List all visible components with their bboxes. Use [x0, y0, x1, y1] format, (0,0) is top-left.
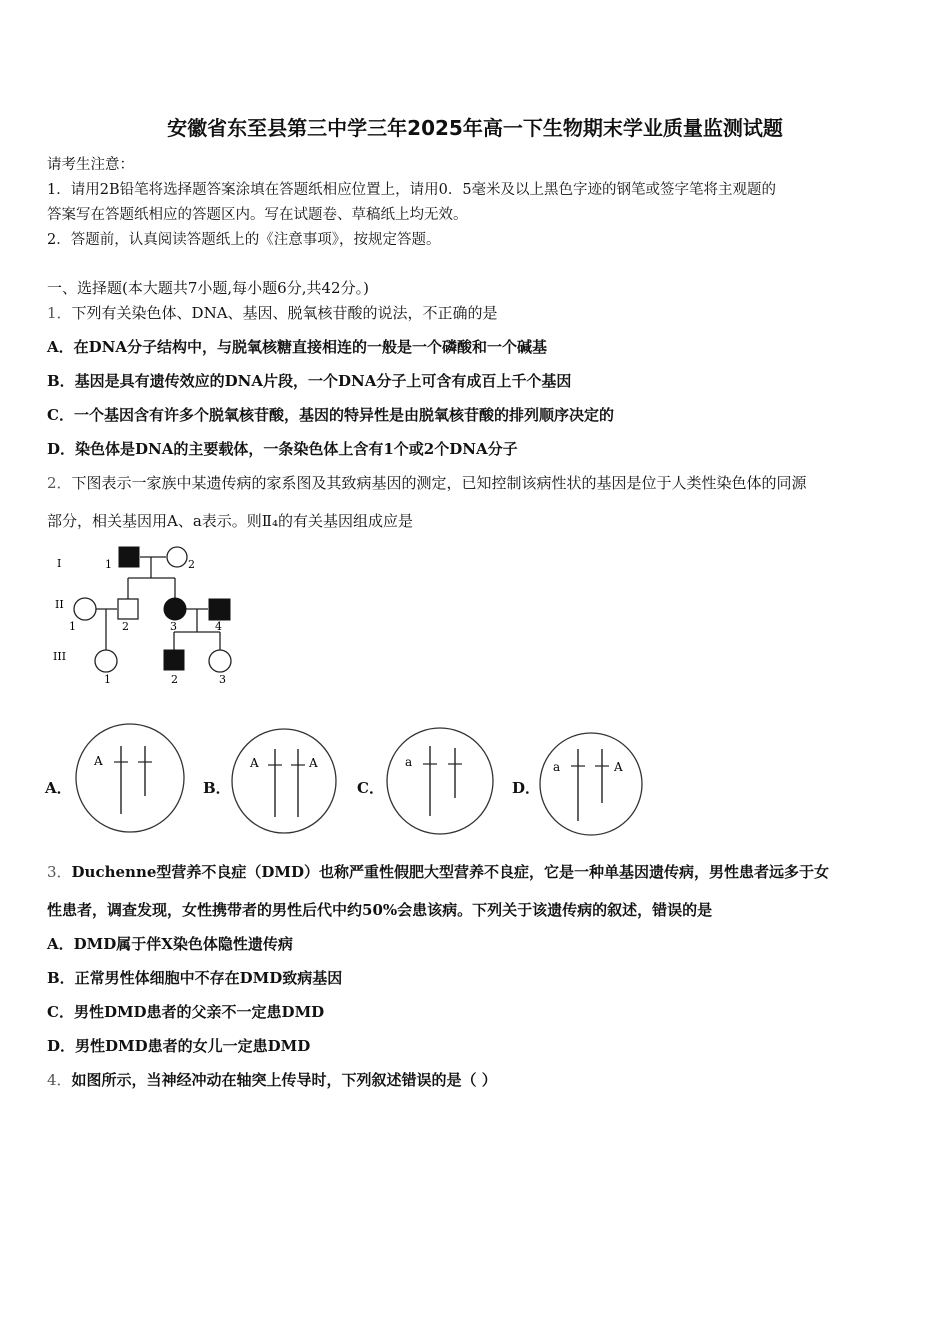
question-number: 1．	[47, 304, 72, 322]
q2-option-d-label: D．	[512, 779, 541, 797]
q3-option-b: B．正常男性体细胞中不存在DMD致病基因	[47, 969, 343, 987]
q2-option-b-label: B．	[203, 779, 231, 797]
q1-option-d: D．染色体是DNA的主要载体，一条染色体上含有1个或2个DNA分子	[47, 440, 518, 458]
question-4	[47, 1069, 497, 1090]
question-number: 2．	[47, 474, 72, 492]
q2-option-d-chromosomes	[538, 731, 644, 837]
label-I2: 2	[188, 558, 195, 571]
q1-option-c: C．一个基因含有许多个脱氧核苷酸，基因的特异性是由脱氧核苷酸的排列顺序决定的	[47, 406, 614, 424]
female-III1	[95, 650, 117, 672]
notice-item-1-line-2: 答案写在答题纸相应的答题区内。写在试题卷、草稿纸上均无效。	[47, 207, 468, 223]
notice-heading: 请考生注意：	[47, 157, 134, 173]
section-heading: 一、选择题(本大题共7小题,每小题6分,共42分。)	[47, 279, 369, 297]
generation-label-II: II	[55, 598, 64, 611]
allele-right: A	[309, 756, 318, 770]
label-II2: 2	[122, 620, 129, 633]
question-number: 4．	[47, 1071, 72, 1089]
q2-option-b-chromosomes	[230, 727, 338, 835]
q2-option-a-chromosomes	[74, 722, 186, 834]
question-stem: 如图所示，当神经冲动在轴突上传导时，下列叙述错误的是（ ）	[71, 1071, 497, 1089]
question-2-line-1	[47, 472, 807, 493]
affected-male-II4	[209, 599, 230, 620]
affected-male-I1	[119, 547, 139, 567]
q3-option-a: A．DMD属于伴X染色体隐性遗传病	[47, 935, 293, 953]
label-III1: 1	[104, 673, 111, 686]
question-stem: 下列有关染色体、DNA、基因、脱氧核苷酸的说法，不正确的是	[71, 304, 498, 322]
q1-option-b: B．基因是具有遗传效应的DNA片段，一个DNA分子上可含有成百上千个基因	[47, 372, 572, 390]
affected-female-II3	[164, 598, 186, 620]
question-1	[47, 302, 498, 323]
female-III3	[209, 650, 231, 672]
allele-left: a	[405, 755, 413, 769]
female-II1	[74, 598, 96, 620]
pedigree-diagram	[47, 540, 247, 690]
female-I2	[167, 547, 187, 567]
label-III2: 2	[171, 673, 178, 686]
label-II4: 4	[215, 620, 222, 633]
q1-option-a: A．在DNA分子结构中，与脱氧核糖直接相连的一般是一个磷酸和一个碱基	[47, 338, 547, 356]
generation-label-I: I	[57, 557, 62, 570]
q3-option-c: C．男性DMD患者的父亲不一定患DMD	[47, 1003, 325, 1021]
allele-left: a	[553, 760, 561, 774]
label-II1: 1	[69, 620, 76, 633]
notice-item-1-line-1: 1．请用2B铅笔将选择题答案涂填在答题纸相应位置上，请用0．5毫米及以上黑色字迹的钢笔或签字笔将主观题的	[47, 182, 777, 198]
affected-male-III2	[164, 650, 184, 670]
allele-left: A	[94, 754, 103, 768]
question-number: 3．	[47, 863, 72, 881]
generation-label-III: III	[53, 650, 67, 663]
q2-option-c-label: C．	[357, 779, 384, 797]
page-title: 安徽省东至县第三中学三年2025年高一下生物期末学业质量监测试题	[167, 116, 783, 140]
question-2-line-2: 部分，相关基因用A、a表示。则Ⅱ₄的有关基因组成应是	[47, 512, 413, 530]
question-3-line-2: 性患者，调查发现，女性携带者的男性后代中约50%会患该病。下列关于该遗传病的叙述，错误的是	[47, 901, 713, 919]
label-II3: 3	[170, 620, 177, 633]
male-II2	[118, 599, 138, 619]
q2-option-c-chromosomes	[385, 726, 495, 836]
q3-option-d: D．男性DMD患者的女儿一定患DMD	[47, 1037, 311, 1055]
label-I1: 1	[105, 558, 112, 571]
question-stem: 下图表示一家族中某遗传病的家系图及其致病基因的测定，已知控制该病性状的基因是位于人类性染色体的同源	[71, 474, 807, 492]
allele-left: A	[250, 756, 259, 770]
label-III3: 3	[219, 673, 226, 686]
allele-right: A	[614, 760, 623, 774]
q2-option-a-label: A．	[45, 779, 72, 797]
notice-item-2: 2．答题前，认真阅读答题纸上的《注意事项》，按规定答题。	[47, 232, 441, 248]
question-3-line-1	[47, 861, 829, 882]
question-stem: Duchenne型营养不良症（DMD）也称严重性假肥大型营养不良症，它是一种单基因遗传病，男性患者远多于女	[71, 863, 830, 881]
